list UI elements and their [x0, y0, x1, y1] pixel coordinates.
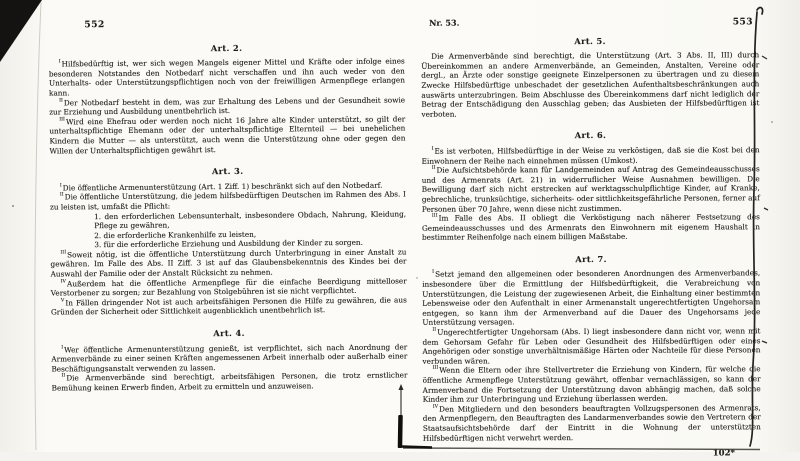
paragraph-text: Setzt jemand den allgemeinen oder besonderen Anordnungen des Armenverbandes, insbesondere über die Ermittlung der Hilfsbedürftigkeit, die Verabreichung von Unterstützungen, die Leistung der zugewiesenen Arbeit, die Einhaltung einer bestimmten Lebensweise oder den Aufenthalt in einer Armenanstalt ungerechtfertigten Ungehorsam entgegen, so kann ihm der Armenverband auf die Dauer des Ungehorsams jede Unterstützung versagen. — [422, 268, 761, 328]
paragraph — [51, 295, 407, 317]
left-page — [48, 18, 407, 393]
paragraph — [422, 145, 760, 166]
paragraph-number: I — [61, 345, 64, 351]
paragraph-number: II — [432, 327, 437, 333]
paragraph — [421, 50, 759, 119]
article-heading: Art. 7. — [575, 253, 607, 264]
paragraph-number: V — [60, 298, 65, 304]
paragraph-number: I — [59, 183, 62, 189]
paragraph-text: Den Mitgliedern und den besonders beauftragten Vollzugspersonen des Armenrats, den Armenpflegern, den Beauftragten des Landarmenverbandes sowie den Vertretern der Staatsaufsichtsbehörde darf der Eintritt in die Wohnung der unterstützten Hilfsbedürftigen nicht verwehrt werden. — [422, 403, 761, 443]
paragraph-text: Die Aufsichtsbehörde kann für Landgemeinden auf Antrag des Gemeindeausschusses und des Armenrats (Art. 21) in widerruflicher Weise Ausnahmen bewilligen. Die Bewilligung darf sich nicht erstrecken auf werktagsschulpflichtige Kinder, auf Kranke, gebrechliche, trunksüchtige, sicherheits- oder sittlichkeitsgefährliche Personen, ferner auf Personen über 70 Jahre, wenn diese nicht zustimmen. — [421, 164, 760, 214]
paragraph-number: IV — [432, 404, 439, 410]
list-item: 3. für die erforderliche Erziehung und Ausbildung der Kinder zu sorgen. — [94, 238, 363, 250]
paragraph-text: Hilfsbedürftig ist, wer sich wegen Mangels eigener Mittel und Kräfte oder infolge eines besonderen Notstandes den Notbedarf nicht verschaffen und ihn auch weder von den Unterhalts- oder Unterstützungspflichtigen noch von der freiwilligen Armenpflege erlangen kann. — [48, 56, 405, 98]
paragraph — [49, 57, 405, 98]
paragraph — [50, 247, 406, 279]
paragraph — [423, 365, 761, 405]
paragraph-text: Außerdem hat die öffentliche Armenpflege für die einfache Beerdigung mittelloser Verstorbener zu sorgen; zur Bezahlung von Stolgebühren ist sie nicht verpflichtet. — [50, 276, 407, 298]
paragraph-text: In Fällen dringender Not ist auch arbeitsfähigen Personen die Hilfe zu gewähren, die aus Gründen der Sicherheit oder Sittlichkeit augenblicklich unentbehrlich ist. — [50, 295, 407, 317]
paragraph-number: I — [432, 270, 435, 276]
paragraph — [422, 164, 760, 213]
paragraph-text: Im Falle des Abs. II obliegt die Verköstigung nach näherer Festsetzung des Gemeindeausschusses und des Armenrats den Einwohnern mit eigenem Haushalt in bestimmter Reihenfolge nach einem billigen Maßstabe. — [421, 212, 760, 243]
paragraph-text: Wenn die Eltern oder ihre Stellvertreter die Erziehung von Kindern, für welche die öffentliche Armenpflege Unterstützung gewährt, offenbar vernachlässigen, so kann der Armenverband die Fortsetzung der Unterstützung davon abhängig machen, daß solche Kinder ihm zur Unterbringung und Erziehung überlassen werden. — [422, 364, 761, 404]
paragraph-number: III — [432, 366, 439, 372]
paragraph — [51, 371, 407, 393]
paragraph-number: II — [431, 165, 436, 171]
paragraph-text: Die Armenverbände sind berechtigt, die Unterstützung (Art. 3 Abs. II, III) durch Übereinkommen an andere Armenverbände, an Gemeinden, Anstalten, Vereine oder dergl., an Ärzte oder sonstige geeignete Einzelpersonen zu übertragen und zu diesem Zwecke Hilfsbedürftige unbeschadet der gesetzlichen Aufenthaltsbeschränkungen auch auswärts unterzubringen. Beim Abschlusse des Übereinkommens darf nicht lediglich der Betrag der Entschädigung den Ausschlag geben; das Ausbieten der Hilfsbedürftigen ist verboten. — [421, 50, 760, 119]
paragraph-number: II — [61, 373, 66, 379]
paragraph-text: Die öffentliche Armenunterstützung (Art. 1 Ziff. 1) beschränkt sich auf den Notbedarf. — [62, 180, 383, 193]
article-heading: Art. 5. — [574, 35, 606, 46]
page-number: 552 — [84, 20, 105, 31]
law-list — [50, 209, 406, 250]
list-item: 2. die erforderliche Krankenhilfe zu leisten, — [94, 229, 257, 240]
paragraph-text: Die Armenverbände sind berechtigt, arbeitsfähigen Personen, die trotz ernstlicher Bemühung keinen Erwerb finden, Arbeit zu ermitteln und anzuweisen. — [51, 370, 408, 393]
article-heading: Art. 4. — [213, 327, 245, 339]
paragraph-text: Die öffentliche Unterstützung, die jedem hilfsbedürftigen Deutschen im Rahmen des Abs. I zu leisten ist, umfaßt die Pflicht: — [49, 189, 406, 212]
paragraph-number: I — [431, 146, 434, 152]
paragraph-number: II — [59, 192, 64, 198]
paragraph-text: Es ist verboten, Hilfsbedürftige in der Weise zu verköstigen, daß sie die Kost bei den Einwohnern der Reihe nach einnehmen müssen (Umkost). — [421, 145, 760, 166]
paragraph-number: II — [59, 97, 63, 104]
paragraph-number: IV — [60, 279, 67, 285]
right-page — [421, 17, 761, 460]
article-heading: Art. 3. — [211, 165, 244, 177]
running-header — [429, 17, 753, 29]
paragraph-text: Der Notbedarf besteht in dem, was zur Erhaltung des Lebens und der Gesundheit sowie zur Erziehung und Ausbildung unentbehrlich ist. — [49, 95, 406, 117]
paragraph-text: Wer öffentliche Armenunterstützung genießt, ist verpflichtet, sich nach Anordnung der Armenverbände zu einer seinen Kräften angemessenen Arbeit innerhalb oder außerhalb einer Beschäftigungsanstalt verwenden zu lassen. — [51, 342, 408, 374]
paragraph-text: Ungerechtfertigter Ungehorsam (Abs. I) liegt insbesondere dann nicht vor, wenn mit dem Gehorsam Gefahr für Leben oder Gesundheit des Hilfsbedürftigen oder eines Angehörigen oder sonstige unverhältnismäßige Härten oder Nachteile für diese Personen verbunden wären. — [422, 326, 761, 366]
paragraph — [422, 212, 760, 242]
paragraph — [422, 269, 760, 328]
article-heading: Art. 6. — [574, 130, 607, 141]
paragraph-number: III — [60, 250, 67, 256]
issue-number: Nr. 53. — [429, 17, 460, 28]
paragraph — [51, 342, 407, 374]
paragraph-number: I — [58, 59, 61, 65]
paragraph-text: Wird eine Ehefrau oder werden noch nicht 16 Jahre alte Kinder unterstützt, so gilt der unterhaltspflichtige Ehemann oder der unterhaltspflichtige Elternteil — bei unehelichen Kindern die Mutter — als unterstützt, auch wenn die Unterstützung ohne oder gegen den Willen der Unterhaltspflichtigen gewährt ist. — [49, 114, 406, 156]
paragraph-text: Soweit nötig, ist die öffentliche Unterstützung durch Unterbringung in einer Anstalt zu gewähren. Im Falle des Abs. II Ziff. 3 ist auf das Glaubensbekenntnis des Kindes bei der Auswahl der Familie oder der Anstalt Rücksicht zu nehmen. — [50, 247, 407, 279]
list-item: 1. den erforderlichen Lebensunterhalt, insbesondere Obdach, Nahrung, Kleidung, Pflege zu gewähren, — [94, 208, 407, 231]
article-heading: Art. 2. — [210, 42, 243, 53]
page-number: 553 — [732, 17, 754, 28]
paragraph — [49, 114, 405, 155]
paragraph — [423, 403, 761, 443]
paragraph — [422, 326, 760, 366]
signature-mark: 102* — [712, 448, 735, 459]
paragraph-number: III — [59, 117, 65, 123]
paragraph-number: III — [431, 213, 438, 219]
